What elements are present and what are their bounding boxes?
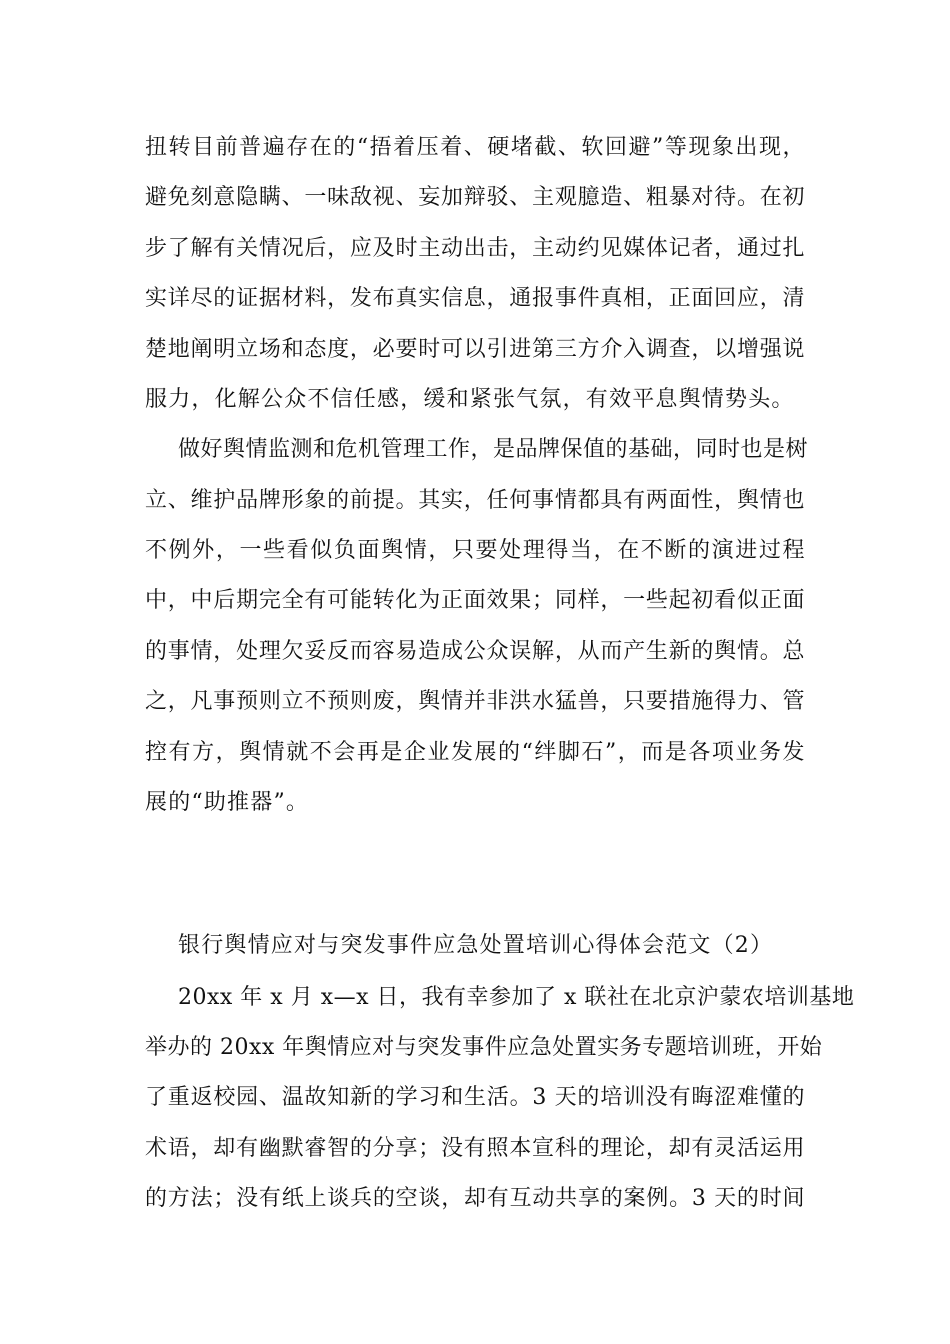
paragraph-line: 中，中后期完全有可能转化为正面效果；同样，一些起初看似正面	[145, 588, 805, 613]
section-title: 银行舆情应对与突发事件应急处置培训心得体会范文（2）	[178, 933, 774, 958]
paragraph-line: 控有方，舆情就不会再是企业发展的“绊脚石”，而是各项业务发	[145, 740, 805, 765]
paragraph-line: 扭转目前普遍存在的“捂着压着、硬堵截、软回避”等现象出现，	[145, 135, 805, 160]
paragraph-line: 避免刻意隐瞒、一味敌视、妄加辩驳、主观臆造、粗暴对待。在初	[145, 185, 805, 210]
paragraph-line: 术语，却有幽默睿智的分享；没有照本宣科的理论，却有灵活运用	[145, 1136, 805, 1161]
paragraph-line: 20xx 年 x 月 x—x 日，我有幸参加了 x 联社在北京沪蒙农培训基地	[178, 985, 855, 1010]
paragraph-line: 服力，化解公众不信任感，缓和紧张气氛，有效平息舆情势头。	[145, 387, 795, 412]
paragraph-line: 的方法；没有纸上谈兵的空谈，却有互动共享的案例。3 天的时间	[145, 1186, 805, 1211]
paragraph-line: 展的“助推器”。	[145, 790, 310, 815]
paragraph-line: 实详尽的证据材料，发布真实信息，通报事件真相，正面回应，清	[145, 286, 805, 311]
paragraph-line: 举办的 20xx 年舆情应对与突发事件应急处置实务专题培训班，开始	[145, 1035, 823, 1060]
paragraph-line: 立、维护品牌形象的前提。其实，任何事情都具有两面性，舆情也	[145, 488, 805, 513]
paragraph-line: 楚地阐明立场和态度，必要时可以引进第三方介入调查，以增强说	[145, 337, 805, 362]
paragraph-line: 步了解有关情况后，应及时主动出击，主动约见媒体记者，通过扎	[145, 236, 805, 261]
paragraph-line: 的事情，处理欠妥反而容易造成公众误解，从而产生新的舆情。总	[145, 639, 805, 664]
paragraph-line: 之，凡事预则立不预则废，舆情并非洪水猛兽，只要措施得力、管	[145, 689, 805, 714]
paragraph-line: 做好舆情监测和危机管理工作，是品牌保值的基础，同时也是树	[178, 437, 809, 462]
paragraph-line: 不例外，一些看似负面舆情，只要处理得当，在不断的演进过程	[145, 538, 805, 563]
paragraph-line: 了重返校园、温故知新的学习和生活。3 天的培训没有晦涩难懂的	[145, 1085, 805, 1110]
